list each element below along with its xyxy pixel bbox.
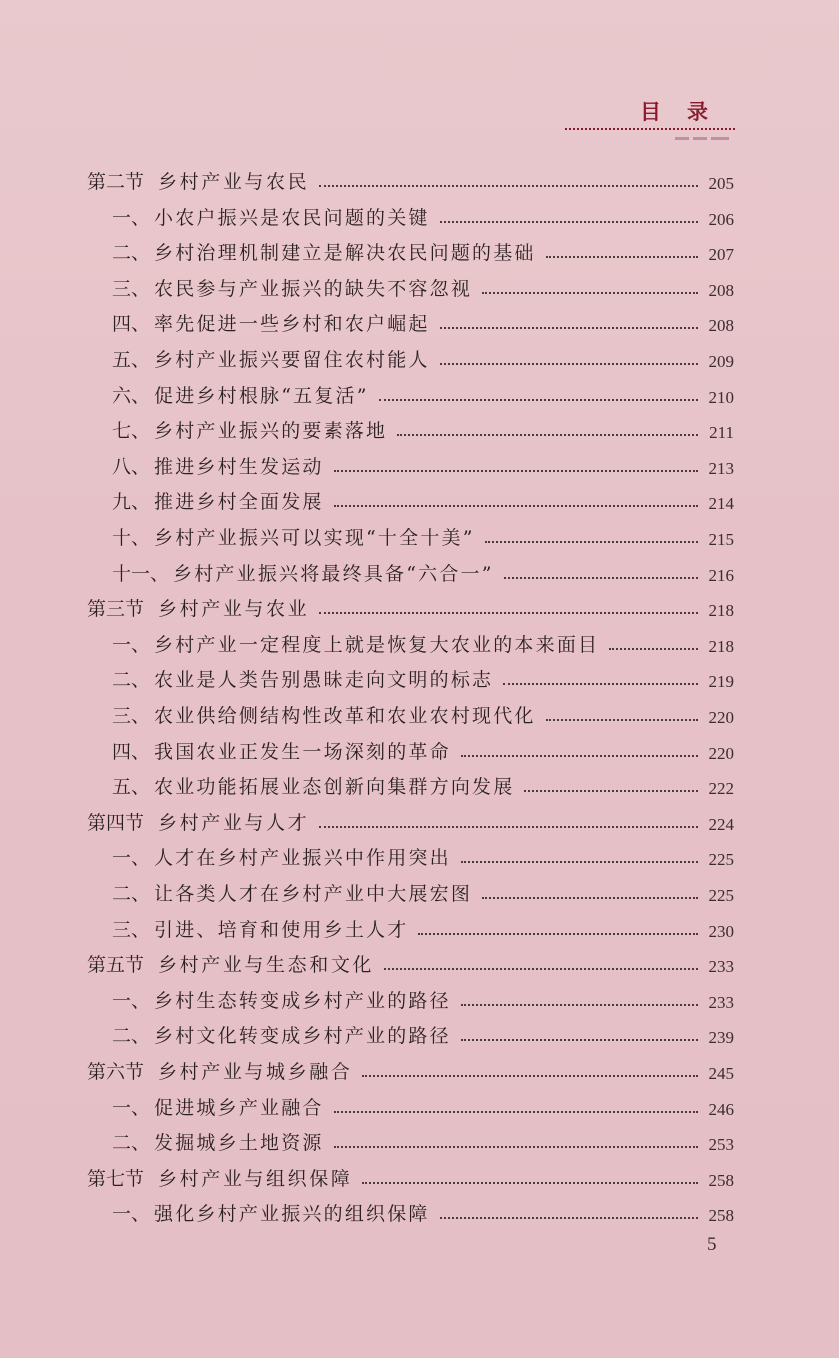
toc-number: 七、: [112, 420, 151, 443]
toc-number: 二、: [112, 242, 151, 265]
toc-page-number: 208: [708, 280, 734, 300]
toc-dot-leader: [334, 1111, 698, 1113]
toc-entry-row: [112, 876, 734, 906]
toc-entry-row: [112, 1196, 734, 1226]
toc-number: 一、: [112, 633, 151, 656]
toc-page-number: 246: [708, 1099, 734, 1119]
toc-dot-leader: [334, 470, 698, 472]
toc-page-number: 222: [708, 779, 734, 799]
toc-title: 乡村产业振兴可以实现“十全十美”: [154, 527, 475, 549]
toc-title: 小农户振兴是农民问题的关键: [154, 206, 430, 229]
toc-page-number: 225: [708, 886, 734, 905]
toc-title: 引进、培育和使用乡土人才: [154, 918, 409, 941]
toc-dot-leader: [482, 292, 698, 294]
toc-dot-leader: [319, 826, 698, 828]
toc-title: 乡村文化转变成乡村产业的路径: [154, 1025, 451, 1048]
toc-entry-row: [112, 1125, 734, 1155]
toc-entry-row: [112, 769, 734, 799]
toc-dot-leader: [503, 683, 698, 685]
toc-dot-leader: [440, 1217, 698, 1219]
toc-page-number: 233: [708, 992, 734, 1012]
toc-dot-leader: [362, 1182, 698, 1184]
toc-page-number: 211: [709, 423, 734, 443]
toc-entry-row: [112, 840, 734, 870]
toc-number: 九、: [112, 491, 151, 514]
toc-title: 乡村产业与城乡融合: [158, 1061, 353, 1083]
toc-title: 我国农业正发生一场深刻的革命: [154, 740, 451, 763]
toc-section-row: [87, 591, 734, 621]
toc-dot-leader: [461, 1039, 698, 1041]
toc-dot-leader: [334, 1146, 698, 1148]
toc-entry-row: [112, 378, 734, 408]
toc-title: 发掘城乡土地资源: [154, 1132, 324, 1155]
header-dotted-rule: [565, 128, 735, 130]
toc-dot-leader: [546, 256, 698, 258]
toc-number: 十、: [112, 527, 151, 549]
toc-number: 二、: [112, 1132, 151, 1155]
header-ornament: [675, 137, 735, 141]
toc-number: 三、: [112, 705, 151, 727]
toc-page-number: 218: [708, 601, 734, 621]
toc-title: 乡村产业振兴要留住农村能人: [154, 349, 430, 371]
toc-entry-row: [112, 627, 734, 657]
toc-title: 推进乡村生发运动: [154, 455, 324, 478]
toc-section-row: [87, 805, 734, 835]
toc-title: 乡村产业一定程度上就是恢复大农业的本来面目: [154, 633, 600, 656]
toc-dot-leader: [461, 1004, 698, 1006]
toc-dot-leader: [482, 897, 698, 899]
toc-title: 乡村治理机制建立是解决农民问题的基础: [154, 242, 536, 265]
toc-title: 农业供给侧结构性改革和农业农村现代化: [154, 705, 536, 727]
toc-number: 第六节: [87, 1061, 145, 1083]
toc-section-row: [87, 1054, 734, 1084]
toc-section-row: [87, 947, 734, 977]
toc-dot-leader: [440, 221, 698, 223]
toc-dot-leader: [524, 790, 698, 792]
toc-number: 一、: [112, 847, 151, 870]
toc-dot-leader: [461, 861, 698, 863]
toc-title: 乡村产业与组织保障: [158, 1167, 353, 1190]
toc-number: 六、: [112, 384, 151, 407]
toc-section-row: [87, 1161, 734, 1191]
toc-entry-row: [112, 734, 734, 764]
toc-page-number: 233: [708, 957, 734, 977]
toc-dot-leader: [485, 541, 698, 543]
toc-number: 第二节: [87, 171, 145, 193]
toc-title: 率先促进一些乡村和农户崛起: [154, 313, 430, 336]
toc-entry-row: [112, 484, 734, 514]
toc-title: 强化乡村产业振兴的组织保障: [154, 1203, 430, 1226]
page-number: 5: [707, 1234, 717, 1255]
toc-dot-leader: [379, 399, 698, 401]
toc-entry-row: [112, 1018, 734, 1048]
toc-dot-leader: [609, 648, 698, 650]
toc-dot-leader: [319, 185, 698, 187]
toc-number: 第三节: [87, 598, 145, 621]
toc-dot-leader: [397, 434, 698, 436]
toc-number: 四、: [112, 740, 151, 763]
toc-title: 乡村产业与生态和文化: [158, 954, 375, 977]
toc-entry-row: [112, 413, 734, 443]
toc-title: 让各类人才在乡村产业中大展宏图: [154, 883, 473, 905]
toc-entry-row: [112, 1090, 734, 1120]
toc-entry-row: [112, 698, 734, 728]
toc-title: 推进乡村全面发展: [154, 491, 324, 514]
toc-dot-leader: [440, 363, 698, 365]
toc-title: 乡村生态转变成乡村产业的路径: [154, 989, 451, 1012]
toc-title: 乡村产业振兴的要素落地: [154, 420, 388, 443]
toc-title: 农业是人类告别愚昧走向文明的标志: [154, 669, 494, 692]
toc-title: 人才在乡村产业振兴中作用突出: [154, 847, 451, 870]
toc-title: 促进乡村根脉“五复活”: [154, 384, 369, 407]
toc-number: 四、: [112, 313, 151, 336]
toc-entry-row: [112, 235, 734, 265]
toc-section-row: [87, 164, 734, 194]
toc-title: 促进城乡产业融合: [154, 1096, 324, 1119]
toc-title: 乡村产业与农业: [158, 598, 310, 621]
toc-number: 第七节: [87, 1167, 145, 1190]
toc-dot-leader: [418, 933, 698, 935]
running-head: 目录: [640, 100, 734, 124]
toc-entry-row: [112, 200, 734, 230]
toc-number: 一、: [112, 989, 151, 1012]
toc-entry-row: [112, 556, 734, 586]
toc-page-number: 239: [708, 1028, 734, 1048]
toc-title: 乡村产业振兴将最终具备“六合一”: [173, 562, 494, 585]
toc-page-number: 205: [708, 174, 734, 193]
toc-page-number: 224: [708, 814, 734, 834]
toc-number: 第四节: [87, 811, 145, 834]
toc-page-number: 206: [708, 209, 734, 229]
toc-entry-row: [112, 449, 734, 479]
toc-number: 一、: [112, 1203, 151, 1226]
toc-number: 二、: [112, 1025, 151, 1048]
toc-dot-leader: [440, 327, 698, 329]
toc-number: 三、: [112, 277, 151, 300]
toc-dot-leader: [319, 612, 698, 614]
toc-number: 三、: [112, 918, 151, 941]
toc-entry-row: [112, 983, 734, 1013]
toc-page-number: 258: [708, 1170, 734, 1190]
toc-dot-leader: [384, 968, 698, 970]
toc-title: 乡村产业与农民: [158, 171, 310, 193]
toc-page-number: 215: [708, 530, 734, 549]
toc-page-number: 213: [708, 458, 734, 478]
toc-entry-row: [112, 912, 734, 942]
toc-page-number: 225: [708, 850, 734, 870]
toc-entry-row: [112, 342, 734, 372]
toc-page-number: 208: [708, 316, 734, 336]
toc-title: 乡村产业与人才: [158, 811, 310, 834]
toc-page-number: 209: [708, 352, 734, 371]
toc-number: 五、: [112, 349, 151, 371]
toc-entry-row: [112, 662, 734, 692]
toc-number: 五、: [112, 776, 151, 799]
toc-dot-leader: [546, 719, 698, 721]
toc-number: 二、: [112, 669, 151, 692]
toc-page-number: 219: [708, 672, 734, 692]
toc-page-number: 230: [708, 921, 734, 941]
toc-page-number: 220: [708, 743, 734, 763]
toc-number: 第五节: [87, 954, 145, 977]
toc-dot-leader: [334, 505, 698, 507]
toc-page-number: 210: [708, 387, 734, 407]
toc-page-number: 214: [708, 494, 734, 514]
toc-number: 二、: [112, 883, 151, 905]
toc-number: 十一、: [112, 562, 170, 585]
toc-page-number: 218: [708, 636, 734, 656]
toc-entry-row: [112, 306, 734, 336]
toc-entry-row: [112, 271, 734, 301]
toc-dot-leader: [461, 755, 698, 757]
toc-page-number: 207: [708, 245, 734, 265]
toc-title: 农业功能拓展业态创新向集群方向发展: [154, 776, 515, 799]
toc-number: 一、: [112, 206, 151, 229]
toc-number: 八、: [112, 455, 151, 478]
toc-page-number: 253: [708, 1135, 734, 1155]
toc-page-number: 258: [708, 1206, 734, 1226]
toc-page-number: 216: [708, 565, 734, 585]
toc-dot-leader: [504, 577, 698, 579]
toc-dot-leader: [362, 1075, 698, 1077]
toc-page-number: 220: [708, 708, 734, 727]
toc-page-number: 245: [708, 1064, 734, 1083]
toc-number: 一、: [112, 1096, 151, 1119]
toc-entry-row: [112, 520, 734, 550]
toc-title: 农民参与产业振兴的缺失不容忽视: [154, 277, 473, 300]
